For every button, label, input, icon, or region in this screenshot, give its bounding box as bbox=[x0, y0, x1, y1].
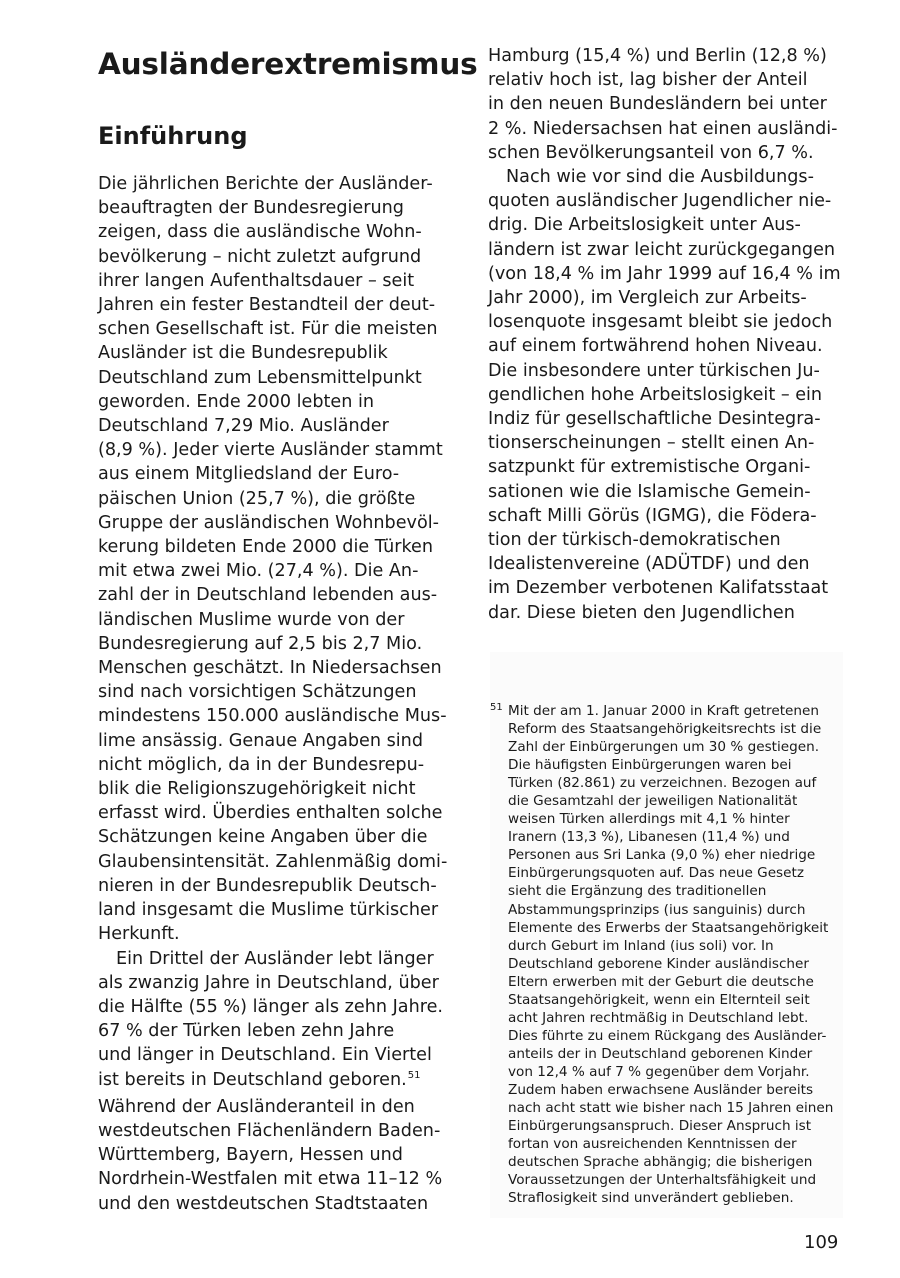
right-column bbox=[488, 44, 844, 625]
section-heading: Einführung bbox=[98, 122, 248, 150]
text-line: nach acht statt wie bisher nach 15 Jahren einen bbox=[508, 1100, 834, 1117]
text-line: schen Bevölkerungsanteil von 6,7 %. bbox=[488, 142, 814, 163]
text-line: Die insbesondere unter türkischen Ju- bbox=[488, 360, 820, 381]
text-line: Hamburg (15,4 %) und Berlin (12,8 %) bbox=[488, 46, 827, 66]
paragraph-intro bbox=[98, 172, 458, 947]
text-line: Idealistenvereine (ADÜTDF) und den bbox=[488, 554, 810, 575]
text-line: nieren in der Bundesrepublik Deutsch- bbox=[98, 875, 437, 896]
text-line: satzpunkt für extremistische Organi- bbox=[488, 457, 811, 478]
text-line: Zudem haben erwachsene Ausländer bereits bbox=[508, 1081, 814, 1098]
text-line: die Hälfte (55 %) länger als zehn Jahre. bbox=[98, 996, 443, 1017]
text-line: weisen Türken allerdings mit 4,1 % hinter bbox=[508, 811, 790, 828]
text-line: von 12,4 % auf 7 % gegenüber dem Vorjahr. bbox=[508, 1063, 810, 1080]
page-number: 109 bbox=[804, 1232, 839, 1253]
text-line: im Dezember verbotenen Kalifatsstaat bbox=[488, 578, 829, 599]
text-line: Staatsangehörigkeit, wenn ein Elternteil seit bbox=[508, 991, 810, 1008]
text-line: tionserscheinungen – stellt einen An- bbox=[488, 433, 815, 454]
text-line: Personen aus Sri Lanka (9,0 %) eher niedrige bbox=[508, 847, 816, 864]
text-line: losenquote insgesamt bleibt sie jedoch bbox=[488, 312, 833, 333]
text-line: blik die Religionszugehörigkeit nicht bbox=[98, 779, 416, 800]
text-line: mit etwa zwei Mio. (27,4 %). Die An- bbox=[98, 561, 419, 582]
text-line: Elemente des Erwerbs der Staatsangehörigkeit bbox=[508, 919, 829, 936]
text-line: Einbürgerungsquoten auf. Das neue Gesetz bbox=[508, 865, 804, 882]
text-line: geworden. Ende 2000 lebten in bbox=[98, 391, 375, 412]
left-column bbox=[98, 44, 478, 1216]
text-line: deutschen Sprache abhängig; die bisherigen bbox=[508, 1154, 813, 1171]
text-line: dar. Diese bieten den Jugendlichen bbox=[488, 602, 795, 623]
text-line: Nach wie vor sind die Ausbildungs- bbox=[506, 167, 814, 188]
text-line: und länger in Deutschland. Ein Viertel bbox=[98, 1045, 432, 1066]
text-line: auf einem fortwährend hohen Niveau. bbox=[488, 336, 823, 357]
text-line: Eltern erwerben mit der Geburt die deutsche bbox=[508, 973, 814, 990]
text-line: drig. Die Arbeitslosigkeit unter Aus- bbox=[488, 215, 801, 236]
text-line: Menschen geschätzt. In Niedersachsen bbox=[98, 658, 442, 679]
page-title: Ausländerextremismus bbox=[98, 47, 478, 81]
text-line: Herkunft. bbox=[98, 924, 180, 945]
text-line: Württemberg, Bayern, Hessen und bbox=[98, 1145, 403, 1166]
text-line: Jahren ein fester Bestandteil der deut- bbox=[98, 295, 436, 316]
text-line: als zwanzig Jahre in Deutschland, über bbox=[98, 972, 439, 993]
text-line: Deutschland zum Lebensmittelpunkt bbox=[98, 367, 422, 388]
text-line: Voraussetzungen der Unterhaltsfähigkeit und bbox=[508, 1172, 817, 1189]
paragraph-residence-continued bbox=[98, 1095, 458, 1216]
paragraph-continued bbox=[488, 44, 844, 165]
text-line: schen Gesellschaft ist. Für die meisten bbox=[98, 319, 438, 340]
text-line: Bundesregierung auf 2,5 bis 2,7 Mio. bbox=[98, 633, 423, 654]
text-line: land insgesamt die Muslime türkischer bbox=[98, 900, 439, 921]
text-line: sationen wie die Islamische Gemein- bbox=[488, 481, 811, 502]
paragraph-residence-lines bbox=[98, 947, 458, 1095]
text-line: erfasst wird. Überdies enthalten solche bbox=[98, 803, 443, 824]
text-line: gendlichen hohe Arbeitslosigkeit – ein bbox=[488, 384, 823, 405]
paragraph-residence bbox=[98, 947, 458, 1216]
text-line: ländern ist zwar leicht zurückgegangen bbox=[488, 239, 836, 260]
text-line: kerung bildeten Ende 2000 die Türken bbox=[98, 537, 434, 558]
text-line: Die jährlichen Berichte der Ausländer- bbox=[98, 174, 433, 194]
text-line: beauftragten der Bundesregierung bbox=[98, 198, 404, 219]
text-line: Einbürgerungsanspruch. Dieser Anspruch ist bbox=[508, 1118, 812, 1135]
text-line: anteils der in Deutschland geborenen Kinder bbox=[508, 1045, 813, 1062]
text-line: aus einem Mitgliedsland der Euro- bbox=[98, 464, 400, 485]
text-line: Glaubensintensität. Zahlenmäßig domi- bbox=[98, 851, 448, 872]
footnote-number: 51 bbox=[490, 702, 503, 713]
text-line: Jahr 2000), im Vergleich zur Arbeits- bbox=[488, 288, 807, 309]
footnote-text bbox=[490, 702, 842, 1207]
left-body bbox=[98, 172, 458, 1216]
text-line: Türken (82.861) zu verzeichnen. Bezogen auf bbox=[508, 775, 817, 792]
text-line: Zahl der Einbürgerungen um 30 % gestiegen. bbox=[508, 739, 820, 756]
footnote bbox=[490, 702, 842, 1207]
text-line: Gruppe der ausländischen Wohnbevöl- bbox=[98, 512, 439, 533]
text-line: schaft Milli Görüs (IGMG), die Födera- bbox=[488, 505, 817, 526]
text-line: 2 %. Niedersachsen hat einen ausländi- bbox=[488, 118, 838, 139]
text-line: bevölkerung – nicht zuletzt aufgrund bbox=[98, 246, 422, 267]
text-line: durch Geburt im Inland (ius soli) vor. In bbox=[508, 937, 774, 954]
right-body bbox=[488, 44, 844, 625]
text-line: Reform des Staatsangehörigkeitsrechts ist die bbox=[508, 721, 822, 738]
text-line: päischen Union (25,7 %), die größte bbox=[98, 488, 416, 509]
text-line: Schätzungen keine Angaben über die bbox=[98, 827, 428, 848]
text-line: fortan von ausreichenden Kenntnissen der bbox=[508, 1136, 797, 1153]
text-line: ihrer langen Aufenthaltsdauer – seit bbox=[98, 270, 415, 291]
text-line: mindestens 150.000 ausländische Mus- bbox=[98, 706, 447, 727]
text-line: Deutschland 7,29 Mio. Ausländer bbox=[98, 416, 389, 437]
text-line: relativ hoch ist, lag bisher der Anteil bbox=[488, 70, 808, 91]
text-line: zeigen, dass die ausländische Wohn- bbox=[98, 222, 422, 243]
text-line: Ein Drittel der Ausländer lebt länger bbox=[116, 948, 434, 969]
text-line: (von 18,4 % im Jahr 1999 auf 16,4 % im bbox=[488, 263, 841, 284]
text-line: die Gesamtzahl der jeweiligen Nationalität bbox=[508, 793, 798, 810]
text-line: Dies führte zu einem Rückgang des Ausländer- bbox=[508, 1027, 827, 1044]
text-line: Ausländer ist die Bundesrepublik bbox=[98, 343, 388, 364]
text-line: nicht möglich, da in der Bundesrepu- bbox=[98, 754, 425, 775]
footnote-reference[interactable]: 51 bbox=[407, 1069, 421, 1081]
text-line: (8,9 %). Jeder vierte Ausländer stammt bbox=[98, 440, 443, 461]
text-line: acht Jahren rechtmäßig in Deutschland lebt. bbox=[508, 1009, 809, 1026]
text-line: Straflosigkeit sind unverändert geblieben. bbox=[508, 1190, 794, 1207]
text-line: ländischen Muslime wurde von der bbox=[98, 609, 405, 630]
text-line: und den westdeutschen Stadtstaaten bbox=[98, 1193, 429, 1214]
text-line: quoten ausländischer Jugendlicher nie- bbox=[488, 191, 832, 212]
text-line: westdeutschen Flächenländern Baden- bbox=[98, 1120, 441, 1141]
text-line: Nordrhein-Westfalen mit etwa 11–12 % bbox=[98, 1169, 443, 1190]
paragraph-unemployment bbox=[488, 165, 844, 625]
text-line: zahl der in Deutschland lebenden aus- bbox=[98, 585, 438, 606]
text-line: Deutschland geborene Kinder ausländischer bbox=[508, 955, 810, 972]
text-line: sieht die Ergänzung des traditionellen bbox=[508, 883, 767, 900]
text-line: ist bereits in Deutschland geboren.$^{51}$ bbox=[98, 1069, 421, 1090]
text-line: Mit der am 1. Januar 2000 in Kraft getretenen bbox=[508, 703, 819, 719]
text-line: 67 % der Türken leben zehn Jahre bbox=[98, 1021, 395, 1042]
text-line: Während der Ausländeranteil in den bbox=[98, 1096, 415, 1117]
text-line: lime ansässig. Genaue Angaben sind bbox=[98, 730, 423, 751]
text-line: Die häufigsten Einbürgerungen waren bei bbox=[508, 757, 792, 774]
text-line: in den neuen Bundesländern bei unter bbox=[488, 94, 827, 115]
text-line: Indiz für gesellschaftliche Desintegra- bbox=[488, 409, 821, 430]
text-line: tion der türkisch-demokratischen bbox=[488, 530, 781, 551]
text-line: Iranern (13,3 %), Libanesen (11,4 %) und bbox=[508, 829, 790, 846]
text-line: sind nach vorsichtigen Schätzungen bbox=[98, 682, 417, 703]
text-line: Abstammungsprinzips (ius sanguinis) durch bbox=[508, 901, 806, 918]
